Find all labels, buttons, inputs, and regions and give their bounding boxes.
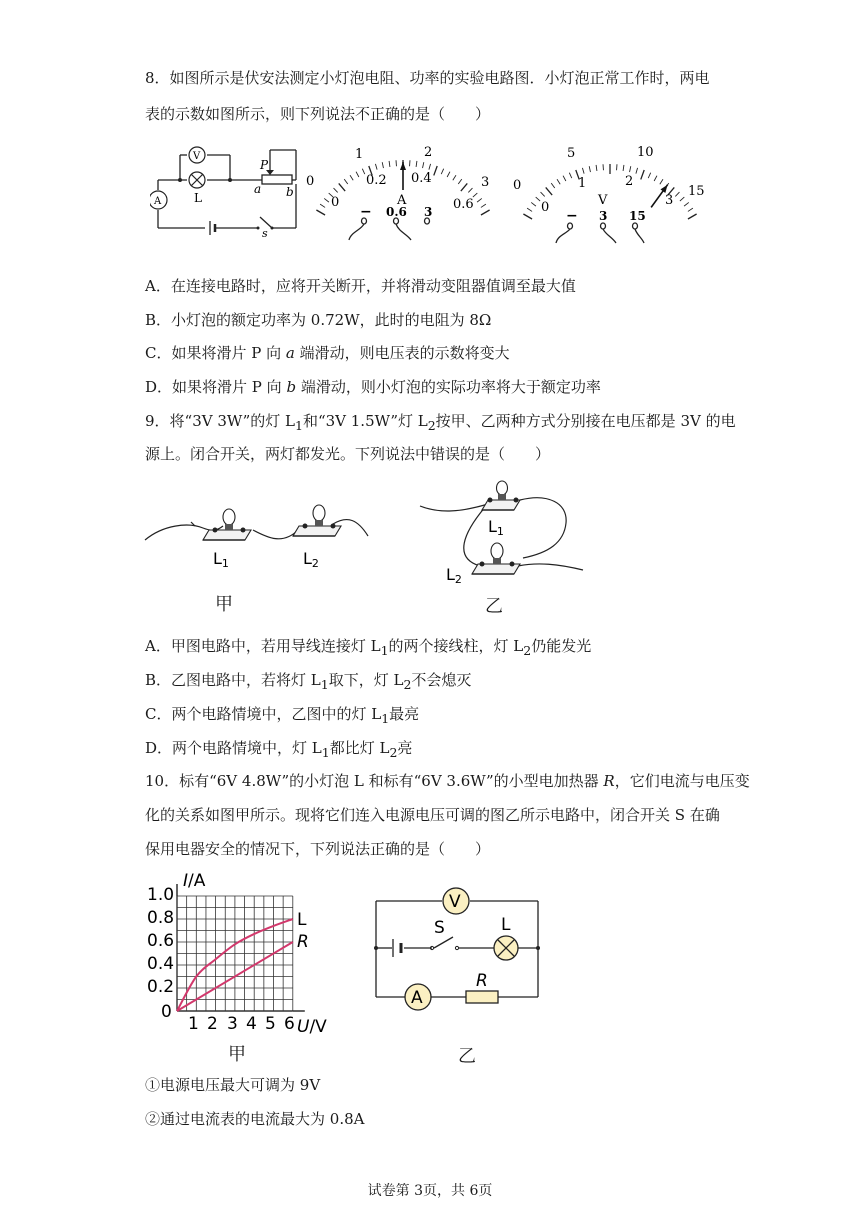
- dial-tick: [569, 173, 571, 178]
- dial-tick: [654, 176, 657, 181]
- dial-tick: [589, 166, 590, 172]
- graph-y-tick-1.0: 1.0: [147, 885, 175, 905]
- dial-tick: [557, 179, 560, 184]
- voltmeter-scale-ticks: [523, 164, 696, 219]
- q9-caption-jia: 甲: [215, 594, 233, 615]
- bulb-l2-jia: [313, 505, 325, 521]
- ammeter-outer-tick-0: 0: [306, 174, 315, 189]
- q8-option-d: D．如果将滑片 P 向 b 端滑动，则小灯泡的实际功率将大于额定功率: [145, 378, 601, 396]
- dial-tick: [688, 214, 697, 219]
- ammeter-terminal-3: 3: [424, 205, 433, 219]
- dial-tick: [596, 165, 597, 171]
- voltmeter-unit: V: [598, 193, 608, 208]
- dial-tick: [481, 210, 490, 215]
- dial-tick: [688, 208, 693, 211]
- ammeter-inner-tick-1: 0.2: [366, 173, 387, 188]
- ammeter-terminal-06: 0.6: [386, 205, 407, 219]
- dial-tick: [623, 165, 624, 171]
- switch-letter-q10: S: [434, 918, 445, 938]
- q9-stem-line1: 9．将“3V 3W”的灯 $L_1$和“3V 1.5W”灯 $L_2$按甲、乙两种方式分别接在电压都是 3V 的电: [145, 412, 736, 433]
- graph-y-tick-0.6: 0.6: [147, 931, 175, 951]
- q8-stem-line2: 表的示数如图所示，则下列说法不正确的是（ ）: [145, 105, 491, 123]
- dial-tick: [660, 179, 663, 184]
- bulb-l2-yi: [491, 543, 503, 559]
- dial-tick: [316, 210, 325, 215]
- voltmeter-letter: V: [193, 151, 201, 162]
- bulb-l1-yi: [497, 481, 508, 495]
- q10-stem-line3: 保用电器安全的情况下，下列说法正确的是（ ）: [145, 840, 491, 858]
- graph-x-tick-5: 5: [265, 1014, 276, 1034]
- voltmeter-outer-tick-15: 15: [688, 184, 705, 199]
- label-l2-yi: L2: [446, 565, 462, 586]
- dial-tick: [344, 179, 348, 184]
- dial-tick: [447, 172, 450, 177]
- graph-origin-label: 0: [161, 1002, 172, 1022]
- dial-tick: [375, 164, 377, 170]
- ammeter-unit: A: [397, 193, 407, 208]
- dial-tick: [477, 198, 482, 202]
- q10-circuit-diagram: [368, 885, 548, 1015]
- dial-tick: [458, 179, 462, 184]
- dial-tick: [461, 183, 467, 191]
- dial-tick: [523, 214, 532, 219]
- q9-option-c: C．两个电路情境中，乙图中的灯 $L_1$最亮: [145, 705, 420, 726]
- ammeter-outer-tick-3: 3: [481, 175, 490, 190]
- lamp-letter-q10: L: [501, 915, 511, 935]
- graph-y-tick-0.8: 0.8: [147, 908, 175, 928]
- voltmeter-outer-tick-5: 5: [567, 146, 576, 161]
- dial-tick: [636, 168, 638, 174]
- dial-tick: [531, 202, 536, 206]
- q10-iu-graph: [143, 866, 343, 1036]
- voltmeter-inner-tick-2: 2: [625, 174, 634, 189]
- ammeter-needle-head: [400, 162, 406, 170]
- dial-tick: [680, 197, 684, 201]
- label-l1-jia: L1: [213, 549, 229, 570]
- voltmeter-outer-tick-10: 10: [637, 145, 654, 160]
- q10-caption-yi: 乙: [458, 1046, 476, 1067]
- q9-caption-yi: 乙: [485, 596, 503, 617]
- q8-option-a: A．在连接电路时，应将开关断开，并将滑动变阻器值调至最大值: [145, 277, 576, 295]
- page-footer: 试卷第 3页，共 6页: [367, 1183, 493, 1199]
- dial-tick: [429, 164, 431, 170]
- dial-tick: [334, 188, 338, 192]
- q9-figure-jia-series: [143, 500, 373, 580]
- q10-item-1: ①电源电压最大可调为 9V: [145, 1076, 321, 1094]
- voltmeter-inner-tick-0: 0: [541, 200, 550, 215]
- voltmeter-terminal-minus: −: [566, 208, 578, 224]
- dial-tick: [551, 183, 555, 188]
- dial-tick: [362, 169, 364, 174]
- ammeter-inner-tick-0: 0: [331, 195, 340, 210]
- bulb-l1-jia: [223, 509, 235, 525]
- curve-l-label: L: [297, 910, 307, 930]
- dial-tick: [416, 161, 417, 167]
- dial-tick: [546, 187, 552, 195]
- ammeter-outer-tick-2: 2: [424, 145, 433, 160]
- dial-tick: [675, 192, 679, 196]
- dial-tick: [423, 162, 424, 168]
- dial-tick: [481, 204, 486, 207]
- dial-tick: [453, 175, 456, 180]
- voltmeter-terminal-3: 3: [599, 209, 608, 223]
- dial-tick: [356, 172, 359, 177]
- ammeter-inner-tick-3: 0.6: [453, 197, 474, 212]
- graph-x-axis-label: U/V: [297, 1017, 327, 1036]
- dial-tick: [563, 176, 566, 181]
- graph-y-tick-0.4: 0.4: [147, 954, 175, 974]
- ammeter-terminal-minus: −: [360, 204, 372, 220]
- resistor-letter-q10: R: [476, 971, 488, 991]
- ammeter-dial: [303, 140, 503, 245]
- dial-tick: [339, 183, 345, 191]
- voltmeter-dial: [510, 140, 710, 245]
- graph-y-axis-label: I/A: [183, 871, 206, 891]
- q8-option-c: C．如果将滑片 P 向 a 端滑动，则电压表的示数将变大: [145, 344, 510, 362]
- q9-stem-line2: 源上。闭合开关，两灯都发光。下列说法中错误的是（ ）: [145, 445, 551, 463]
- voltmeter-inner-tick-1: 1: [578, 176, 587, 191]
- voltmeter-outer-tick-0: 0: [513, 178, 522, 193]
- dial-tick: [536, 197, 540, 201]
- graph-y-tick-0.2: 0.2: [147, 977, 175, 997]
- voltmeter-letter-q10: V: [449, 892, 461, 912]
- switch-letter: s: [262, 227, 268, 240]
- dial-tick: [582, 168, 584, 174]
- dial-tick: [389, 161, 390, 167]
- dial-tick: [541, 192, 545, 196]
- q9-option-a: A．甲图电路中，若用导线连接灯 $L_1$的两个接线柱，灯 $L_2$仍能发光: [145, 637, 592, 658]
- curve-r-label: R: [297, 932, 309, 952]
- q8-option-b: B．小灯泡的额定功率为 0.72W，此时的电阻为 8Ω: [145, 311, 492, 329]
- dial-tick: [350, 175, 353, 180]
- dial-tick: [324, 198, 329, 202]
- graph-x-tick-3: 3: [227, 1014, 238, 1034]
- dial-tick: [468, 188, 472, 192]
- q9-option-d: D．两个电路情境中，灯 $L_1$都比灯 $L_2$亮: [145, 739, 413, 760]
- q10-stem-line2: 化的关系如图甲所示。现将它们连入电源电压可调的图乙所示电路中，闭合开关 S 在确: [145, 806, 720, 824]
- graph-x-tick-2: 2: [207, 1014, 218, 1034]
- ammeter-inner-tick-2: 0.4: [411, 171, 432, 186]
- slider-letter: P: [260, 158, 269, 172]
- ammeter-outer-tick-1: 1: [355, 147, 364, 162]
- dial-tick: [382, 162, 383, 168]
- dial-tick: [320, 204, 325, 207]
- voltmeter-terminal-15: 15: [629, 209, 646, 223]
- ammeter-letter-q10: A: [411, 988, 423, 1008]
- rheostat-end-b: b: [286, 185, 294, 199]
- dial-tick: [527, 208, 532, 211]
- dial-tick: [630, 166, 631, 172]
- dial-tick: [648, 173, 650, 178]
- q10-item-2: ②通过电流表的电流最大为 0.8A: [145, 1110, 365, 1128]
- dial-tick: [434, 166, 437, 175]
- q9-option-b: B．乙图电路中，若将灯 $L_1$取下，灯 $L_2$不会熄灭: [145, 671, 472, 692]
- voltmeter-inner-tick-3: 3: [665, 193, 674, 208]
- graph-x-tick-6: 6: [284, 1014, 295, 1034]
- dial-tick: [684, 202, 689, 206]
- q8-stem-line1: 8．如图所示是伏安法测定小灯泡电阻、功率的实验电路图．小灯泡正常工作时，两电: [145, 69, 710, 87]
- q10-caption-jia: 甲: [228, 1044, 246, 1065]
- graph-grid: [177, 884, 305, 1011]
- resistor-symbol-q10: [466, 991, 498, 1003]
- q10-stem-line1: 10．标有“6V 4.8W”的小灯泡 L 和标有“6V 3.6W”的小型电加热器 R，它们电流与电压变: [145, 772, 750, 790]
- lamp-letter: L: [194, 191, 202, 205]
- label-l1-yi: L1: [488, 517, 504, 538]
- graph-x-tick-1: 1: [188, 1014, 199, 1034]
- graph-x-tick-4: 4: [246, 1014, 257, 1034]
- rheostat-end-a: a: [254, 182, 262, 196]
- label-l2-jia: L2: [303, 549, 319, 570]
- dial-tick: [441, 169, 443, 174]
- ammeter-letter: A: [154, 196, 162, 207]
- dial-tick: [641, 170, 644, 179]
- q9-figure-yi-parallel: [418, 478, 588, 588]
- q8-circuit-diagram: [150, 140, 302, 240]
